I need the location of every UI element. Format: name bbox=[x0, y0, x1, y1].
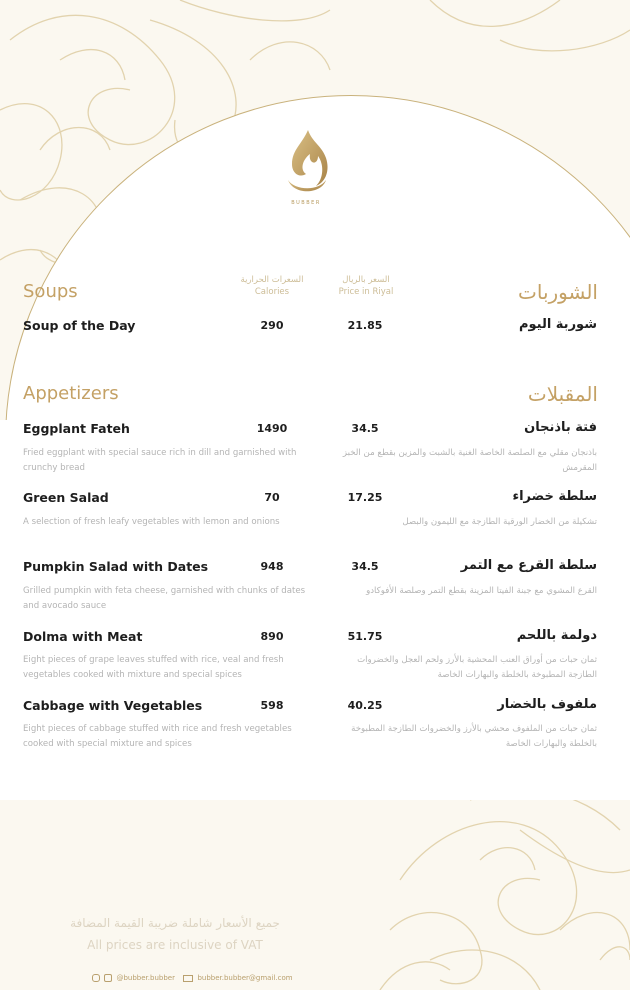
item-name: Green Salad bbox=[23, 490, 109, 505]
section-title-soups-ar: الشوربات bbox=[518, 280, 598, 304]
vat-notice: All prices are inclusive of VAT bbox=[87, 938, 263, 952]
item-description-ar: ثمان حبات من الملفوف محشي بالأرز والخضروات الطازجة المطبوخة بالخلطة والبهارات الخاصة bbox=[351, 724, 597, 749]
item-calories: 290 bbox=[260, 319, 284, 332]
section-title-appetizers-ar: المقبلات bbox=[527, 382, 598, 406]
item-name-ar: دولمة باللحم bbox=[516, 628, 597, 643]
item-name: Pumpkin Salad with Dates bbox=[23, 559, 209, 574]
price-column-header: السعر بالريال Price in Riyal bbox=[338, 275, 394, 297]
item-description-ar: القرع المشوي مع جبنة الفيتا المزينة بقطع التمر وصلصة الأفوكادو bbox=[366, 586, 597, 596]
item-price: 51.75 bbox=[347, 630, 383, 643]
item-name-ar: شوربة اليوم bbox=[518, 317, 597, 332]
item-price: 34.5 bbox=[351, 422, 379, 435]
item-calories: 948 bbox=[260, 560, 284, 573]
item-name: Dolma with Meat bbox=[23, 629, 143, 644]
item-price: 40.25 bbox=[347, 699, 383, 712]
calories-column-header: السعرات الحرارية Calories bbox=[240, 275, 304, 297]
item-name-ar: فتة باذنجان bbox=[524, 420, 597, 435]
brand-logo-text: BUBBER bbox=[291, 200, 321, 206]
item-name: Eggplant Fateh bbox=[23, 421, 130, 436]
item-name: Cabbage with Vegetables bbox=[23, 698, 203, 713]
social-handle[interactable]: @bubber.bubber bbox=[116, 974, 175, 982]
section-title-appetizers: Appetizers bbox=[23, 383, 119, 404]
item-name-ar: سلطة القرع مع التمر bbox=[460, 558, 597, 573]
item-calories: 598 bbox=[260, 699, 284, 712]
email-icon bbox=[183, 975, 193, 982]
item-description: Fried eggplant with special sauce rich in dill and garnished with crunchy bread bbox=[23, 448, 297, 473]
item-description: Eight pieces of grape leaves stuffed with rice, veal and fresh vegetables cooked with mixture and special spices bbox=[23, 655, 284, 680]
item-price: 34.5 bbox=[351, 560, 379, 573]
item-description: Eight pieces of cabbage stuffed with rice and fresh vegetables cooked with special mixture and spices bbox=[23, 724, 292, 749]
item-name: Soup of the Day bbox=[23, 318, 136, 333]
item-description-ar: تشكيلة من الخضار الورقية الطازجة مع الليمون والبصل bbox=[402, 517, 597, 527]
item-description: Grilled pumpkin with feta cheese, garnished with chunks of dates and avocado sauce bbox=[23, 586, 306, 611]
instagram-icon bbox=[92, 974, 100, 982]
item-description-ar: ثمان حبات من أوراق العنب المحشية بالأرز ولحم العجل والخضروات الطازجة المطبوخة بالخلطة والبهارات الخاصة bbox=[357, 655, 597, 680]
item-price: 21.85 bbox=[347, 319, 383, 332]
item-description-ar: باذنجان مقلي مع الصلصة الخاصة الغنية بالشبت والمزين بقطع من الخبز المقرمش bbox=[342, 448, 597, 473]
item-calories: 890 bbox=[260, 630, 284, 643]
vat-notice-ar: جميع الأسعار شاملة ضريبة القيمة المضافة bbox=[70, 916, 280, 930]
item-name-ar: ملفوف بالخضار bbox=[497, 697, 597, 712]
item-description: A selection of fresh leafy vegetables with lemon and onions bbox=[23, 517, 280, 527]
brand-logo-icon bbox=[278, 128, 334, 208]
item-calories: 70 bbox=[264, 491, 280, 504]
item-price: 17.25 bbox=[347, 491, 383, 504]
contact-footer bbox=[92, 974, 293, 986]
section-title-soups: Soups bbox=[23, 281, 78, 302]
item-name-ar: سلطة خضراء bbox=[512, 489, 597, 504]
snapchat-icon bbox=[104, 974, 112, 982]
item-calories: 1490 bbox=[256, 422, 288, 435]
email-address[interactable]: bubber.bubber@gmail.com bbox=[197, 974, 293, 982]
